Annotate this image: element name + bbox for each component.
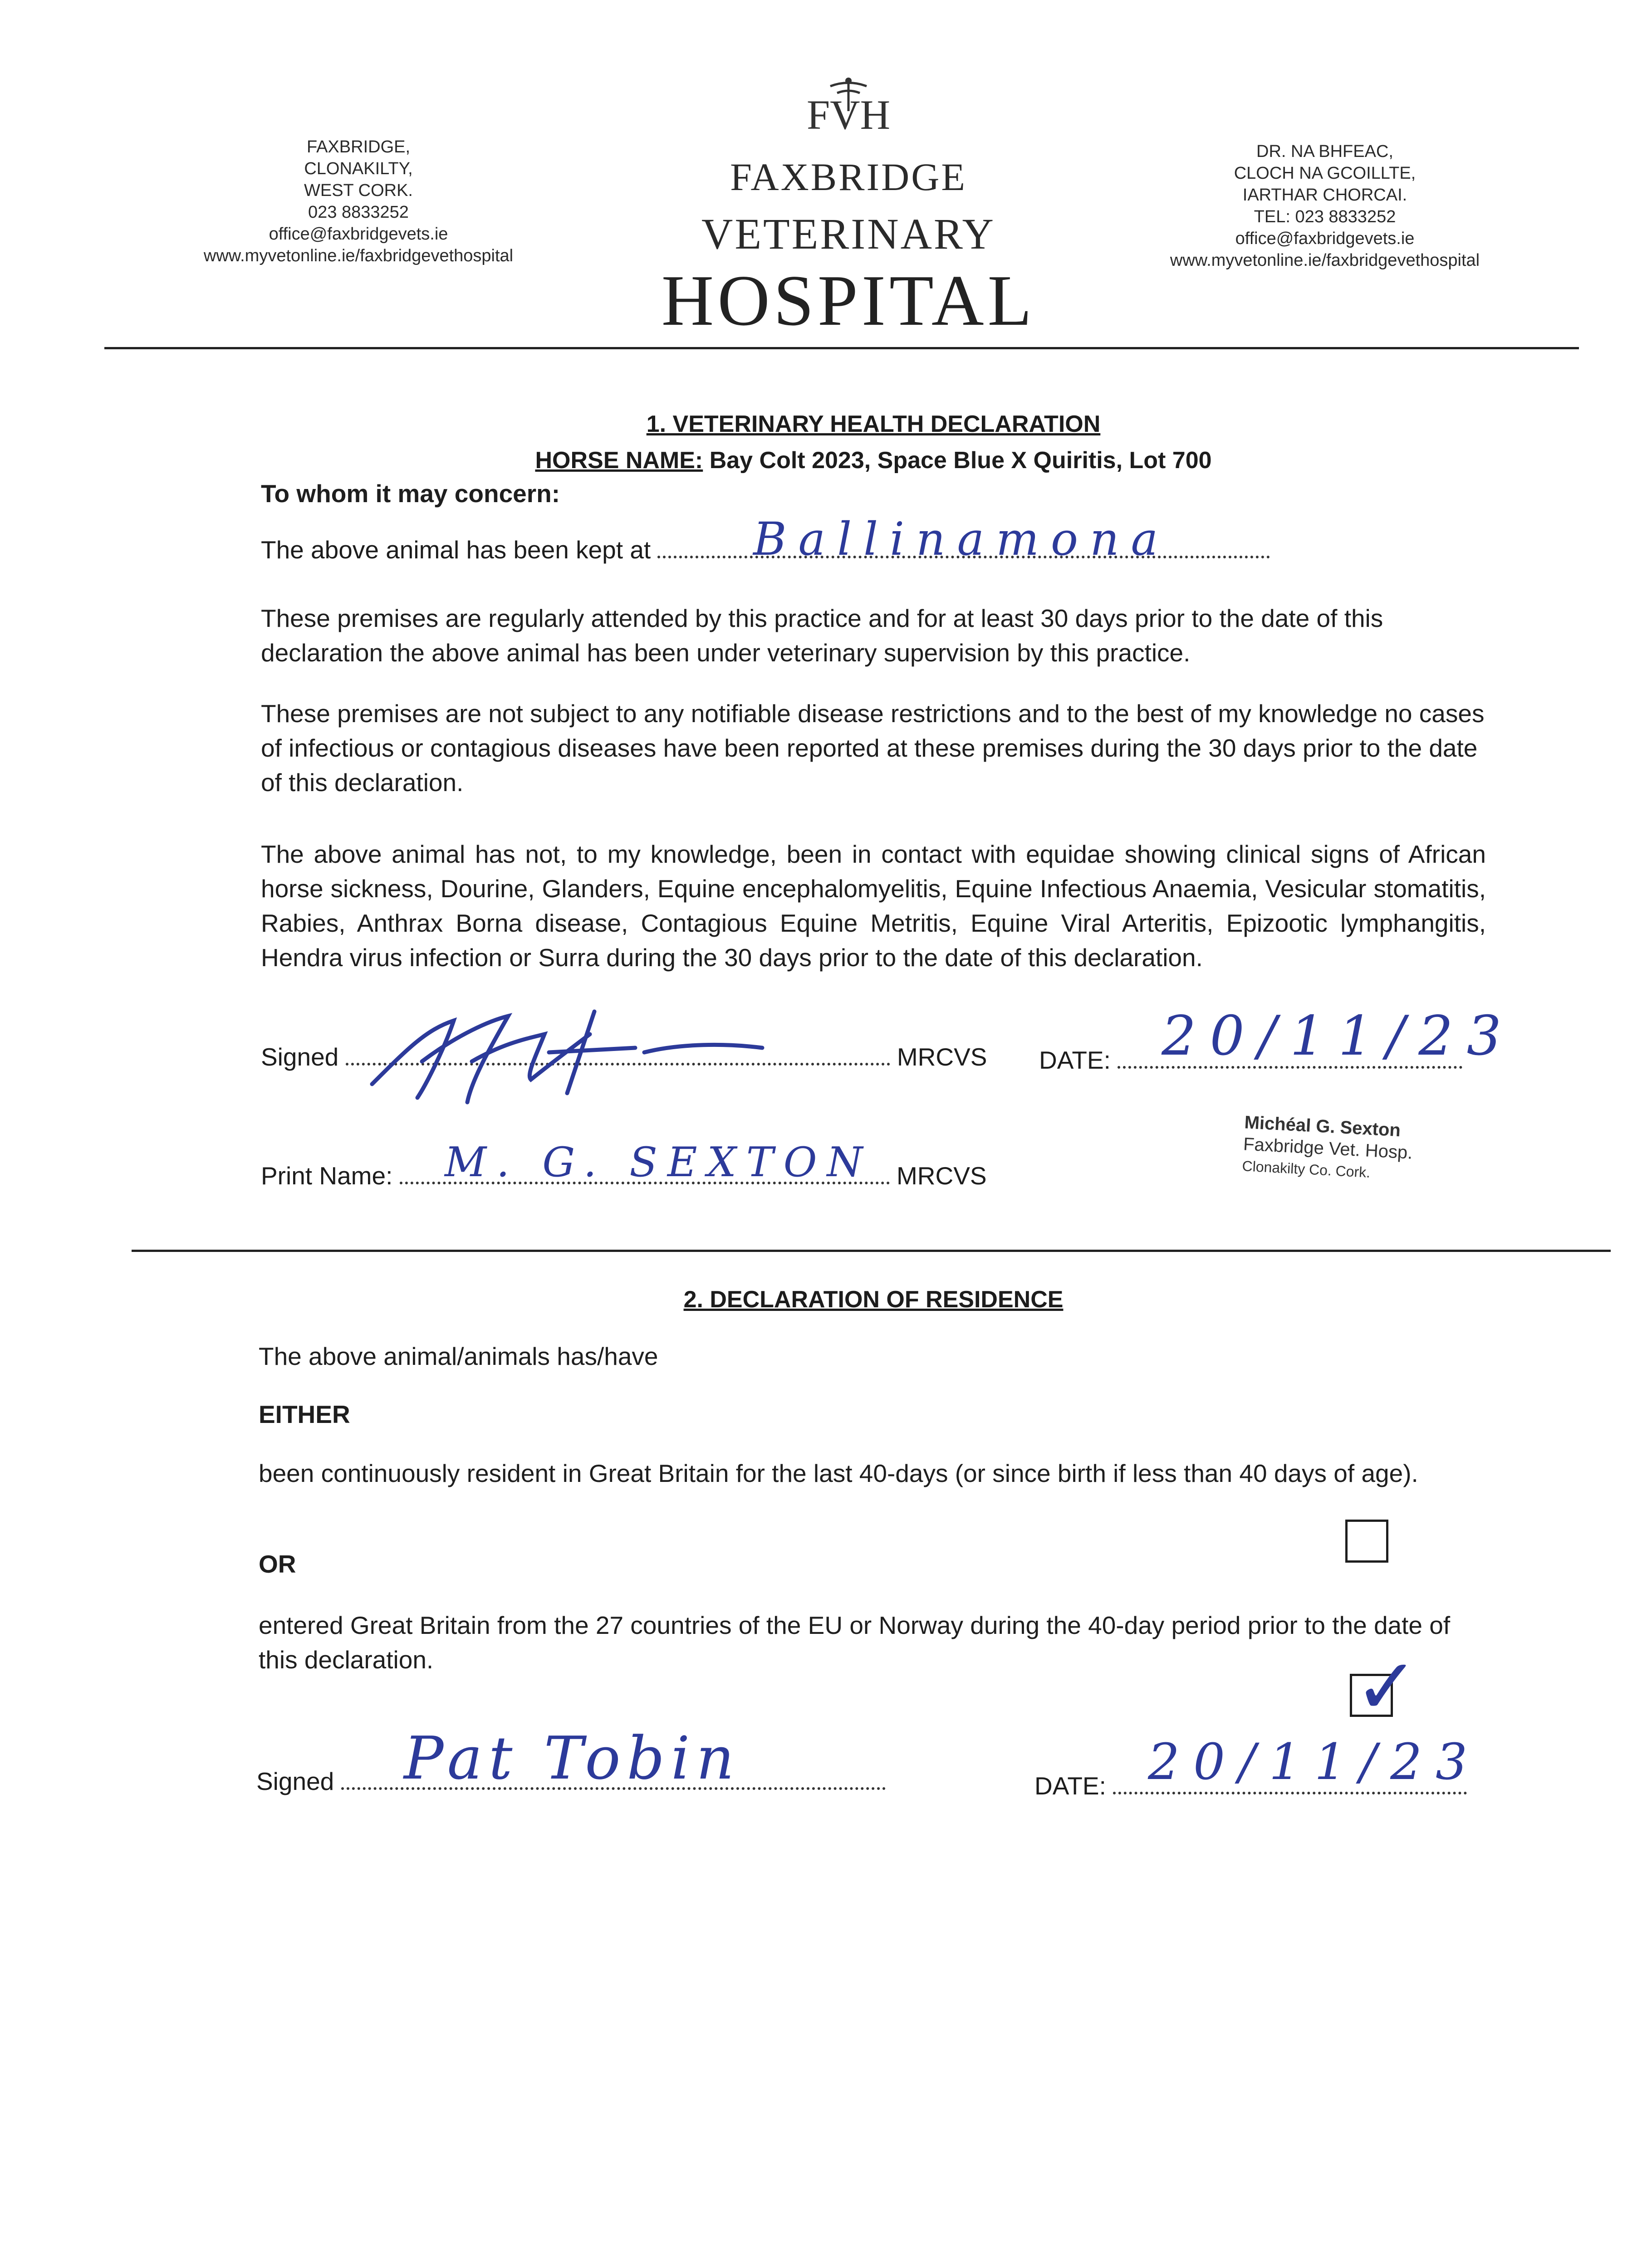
right-address-block	[1103, 141, 1547, 271]
section1-paragraph-restrictions: These premises are not subject to any notifiable disease restrictions and to the best of my knowledge no cases of infectious or contagious diseases have been reported at these premises during the 30 days prior to the date of this declaration.	[261, 699, 1485, 797]
hospital-logo	[617, 77, 1080, 341]
left-address-line: FAXBRIDGE,	[306, 137, 411, 156]
either-label: EITHER	[259, 1400, 350, 1428]
left-address-line: WEST CORK.	[304, 181, 413, 200]
section2-title: 2. DECLARATION OF RESIDENCE	[683, 1286, 1064, 1313]
vet-signed-label: Signed	[261, 1043, 339, 1071]
section1-paragraph-diseases: The above animal has not, to my knowledge, been in contact with equidae showing clinical signs of African horse sickness, Dourine, Glanders, Equine encephalomyelitis, Equine Infectious Anaemia, Vesicular stomatitis, Rabies, Anthrax Borna disease, Contagious Equine Metritis, Equine Viral Arteritis, Epizootic lymphangitis, Hendra virus infection or Surra during the 30 days prior to the date of this declaration.	[261, 840, 1486, 972]
or-label: OR	[259, 1550, 296, 1578]
option1-checkbox[interactable]	[1345, 1520, 1388, 1563]
right-email: office@faxbridgevets.ie	[1235, 229, 1415, 248]
vet-date-label: DATE:	[1039, 1046, 1111, 1074]
logo-line-hospital: HOSPITAL	[661, 260, 1036, 341]
vet-mrcvs-label: MRCVS	[897, 1043, 987, 1071]
stamp-location: Clonakilty Co. Cork.	[1241, 1158, 1371, 1181]
left-address-line: 023 8833252	[308, 203, 409, 222]
horse-name-label: HORSE NAME:	[535, 447, 703, 474]
horse-name-value: Bay Colt 2023, Space Blue X Quiritis, Lot 700	[709, 447, 1212, 474]
horse-name-line	[454, 447, 1293, 474]
right-address-line: IARTHAR CHORCAI.	[1242, 186, 1407, 205]
logo-line-faxbridge: FAXBRIDGE	[730, 155, 967, 199]
header-divider	[104, 347, 1579, 349]
left-email: office@faxbridgevets.ie	[269, 225, 448, 244]
owner-signed-label: Signed	[256, 1767, 334, 1795]
print-name-handwritten: M. G. SEXTON	[445, 1139, 873, 1186]
right-address-line: DR. NA BHFEAC,	[1256, 142, 1393, 161]
print-name-mrcvs-label: MRCVS	[896, 1162, 987, 1190]
option2-check-mark: ✓	[1354, 1642, 1419, 1732]
kept-at-label: The above animal has been kept at	[261, 536, 651, 564]
section1-paragraph-supervision: These premises are regularly attended by this practice and for at least 30 days prior to the date of this declaration the above animal has been under veterinary supervision by this practice.	[261, 604, 1383, 667]
stamp-practice: Faxbridge Vet. Hosp.	[1243, 1134, 1413, 1163]
logo-monogram: FVH	[806, 92, 891, 138]
owner-date-label: DATE:	[1034, 1772, 1106, 1800]
option1-text: been continuously resident in Great Britain for the last 40-days (or since birth if less than 40 days of age).	[259, 1459, 1418, 1487]
vet-signature-image	[354, 993, 830, 1111]
section-divider	[132, 1250, 1611, 1252]
logo-line-veterinary: VETERINARY	[701, 210, 995, 258]
owner-date-handwritten: 20/11/23	[1148, 1733, 1481, 1791]
owner-signature: Pat Tobin	[404, 1724, 741, 1793]
print-name-label: Print Name:	[261, 1162, 393, 1190]
vet-stamp	[1241, 1111, 1414, 1185]
right-website: www.myvetonline.ie/faxbridgevethospital	[1170, 251, 1480, 270]
right-address-line: CLOCH NA GCOILLTE,	[1234, 164, 1416, 183]
stamp-name: Michéal G. Sexton	[1244, 1112, 1401, 1141]
section1-title: 1. VETERINARY HEALTH DECLARATION	[646, 411, 1101, 437]
section2-intro: The above animal/animals has/have	[259, 1342, 658, 1370]
option2-text: entered Great Britain from the 27 countries of the EU or Norway during the 40-day period prior to the date of this declaration.	[259, 1611, 1451, 1674]
kept-at-handwritten: Ballinamona	[753, 513, 1170, 566]
left-address-line: CLONAKILTY,	[304, 159, 413, 178]
left-website: www.myvetonline.ie/faxbridgevethospital	[203, 246, 514, 265]
salutation: To whom it may concern:	[261, 479, 560, 508]
left-address-block	[141, 136, 576, 267]
right-address-line: TEL: 023 8833252	[1254, 207, 1396, 226]
vet-date-handwritten: 20/11/23	[1162, 1005, 1515, 1068]
